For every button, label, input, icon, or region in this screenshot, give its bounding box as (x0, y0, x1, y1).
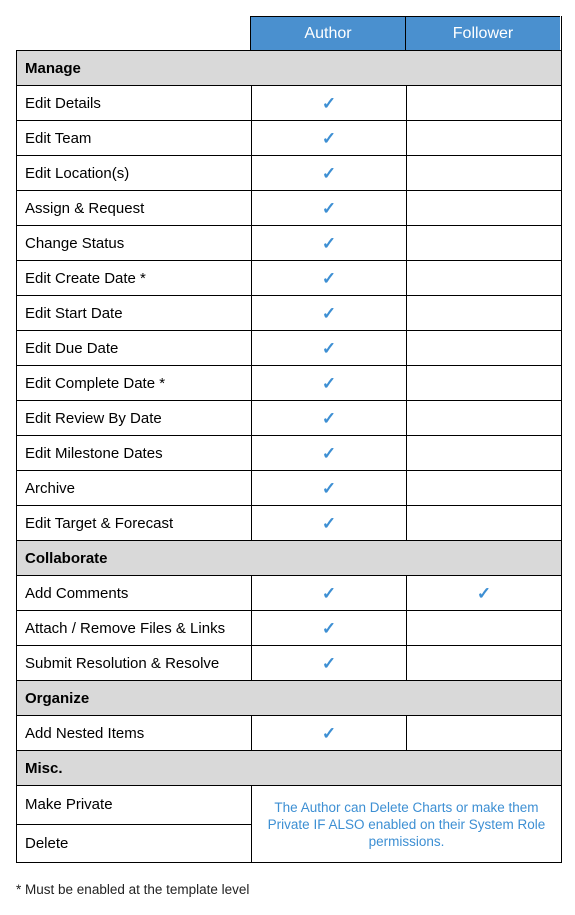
table-row (16, 156, 562, 191)
row-label: Edit Start Date (17, 296, 252, 330)
author-cell (252, 261, 407, 295)
section-title: Manage (25, 59, 81, 77)
author-cell (252, 471, 407, 505)
checkmark-icon: ✓ (321, 163, 337, 183)
row-label: Edit Target & Forecast (17, 506, 252, 540)
checkmark-icon: ✓ (321, 198, 337, 218)
misc-labels (17, 786, 252, 862)
checkmark-icon: ✓ (321, 618, 337, 638)
section-header-organize (16, 681, 562, 716)
checkmark-icon: ✓ (321, 338, 337, 358)
row-label: Edit Create Date * (17, 261, 252, 295)
author-cell (252, 611, 407, 645)
table-row (16, 331, 562, 366)
author-cell (252, 436, 407, 470)
author-cell (252, 401, 407, 435)
follower-cell (407, 261, 561, 295)
row-label: Add Comments (17, 576, 252, 610)
misc-block (16, 786, 562, 863)
footnote-text: Must be enabled at the template level (25, 882, 250, 897)
follower-cell (407, 401, 561, 435)
table-row (16, 296, 562, 331)
checkmark-icon: ✓ (476, 583, 492, 603)
table-row (16, 471, 562, 506)
section-title: Collaborate (25, 549, 108, 567)
table-row (16, 436, 562, 471)
row-label: Edit Details (17, 86, 252, 120)
table-row (16, 646, 562, 681)
follower-cell (407, 436, 561, 470)
follower-cell (407, 296, 561, 330)
header-author: Author (251, 16, 406, 50)
follower-cell (407, 331, 561, 365)
author-cell (252, 191, 407, 225)
checkmark-icon: ✓ (321, 408, 337, 428)
table-row (16, 191, 562, 226)
checkmark-icon: ✓ (321, 233, 337, 253)
checkmark-icon: ✓ (321, 653, 337, 673)
follower-cell (407, 156, 561, 190)
section-header-collaborate (16, 541, 562, 576)
follower-cell (407, 576, 561, 610)
table-row (16, 261, 562, 296)
footnote (16, 882, 249, 897)
row-label: Change Status (17, 226, 252, 260)
table-row (16, 86, 562, 121)
author-cell (252, 121, 407, 155)
follower-cell (407, 226, 561, 260)
row-label: Add Nested Items (17, 716, 252, 750)
row-label: Submit Resolution & Resolve (17, 646, 252, 680)
checkmark-icon: ✓ (321, 268, 337, 288)
follower-cell (407, 506, 561, 540)
checkmark-icon: ✓ (321, 303, 337, 323)
row-label: Edit Due Date (17, 331, 252, 365)
table-row (16, 611, 562, 646)
follower-cell (407, 716, 561, 750)
checkmark-icon: ✓ (321, 583, 337, 603)
follower-cell (407, 121, 561, 155)
section-title: Misc. (25, 759, 63, 777)
row-label: Archive (17, 471, 252, 505)
checkmark-icon: ✓ (321, 723, 337, 743)
row-label: Edit Review By Date (17, 401, 252, 435)
checkmark-icon: ✓ (321, 93, 337, 113)
author-cell (252, 506, 407, 540)
row-label: Edit Location(s) (17, 156, 252, 190)
checkmark-icon: ✓ (321, 443, 337, 463)
table-header (16, 16, 562, 51)
author-cell (252, 86, 407, 120)
table-row (16, 366, 562, 401)
follower-cell (407, 86, 561, 120)
follower-cell (407, 191, 561, 225)
author-cell (252, 226, 407, 260)
author-cell (252, 576, 407, 610)
row-label: Edit Milestone Dates (17, 436, 252, 470)
section-header-manage (16, 51, 562, 86)
table-row (16, 121, 562, 156)
row-label: Attach / Remove Files & Links (17, 611, 252, 645)
table-row (16, 506, 562, 541)
follower-cell (407, 611, 561, 645)
permissions-table (16, 16, 562, 863)
checkmark-icon: ✓ (321, 128, 337, 148)
table-row (16, 226, 562, 261)
checkmark-icon: ✓ (321, 478, 337, 498)
author-cell (252, 296, 407, 330)
follower-cell (407, 471, 561, 505)
row-label-delete: Delete (25, 834, 69, 852)
table-row (16, 576, 562, 611)
author-cell (252, 366, 407, 400)
author-cell (252, 716, 407, 750)
row-label: Edit Complete Date * (17, 366, 252, 400)
header-blank-cell (16, 16, 251, 50)
author-cell (252, 156, 407, 190)
footnote-asterisk: * (16, 882, 22, 897)
follower-cell (407, 646, 561, 680)
row-label: Edit Team (17, 121, 252, 155)
checkmark-icon: ✓ (321, 513, 337, 533)
row-label-make-private: Make Private (17, 786, 251, 825)
table-row (16, 716, 562, 751)
follower-cell (407, 366, 561, 400)
section-title: Organize (25, 689, 90, 707)
section-header-misc (16, 751, 562, 786)
checkmark-icon: ✓ (321, 373, 337, 393)
author-cell (252, 646, 407, 680)
header-follower: Follower (406, 16, 560, 50)
misc-permission-note: The Author can Delete Charts or make them Private IF ALSO enabled on their System Role permissions. (267, 799, 546, 849)
author-cell (252, 331, 407, 365)
table-row (16, 401, 562, 436)
row-label: Assign & Request (17, 191, 252, 225)
